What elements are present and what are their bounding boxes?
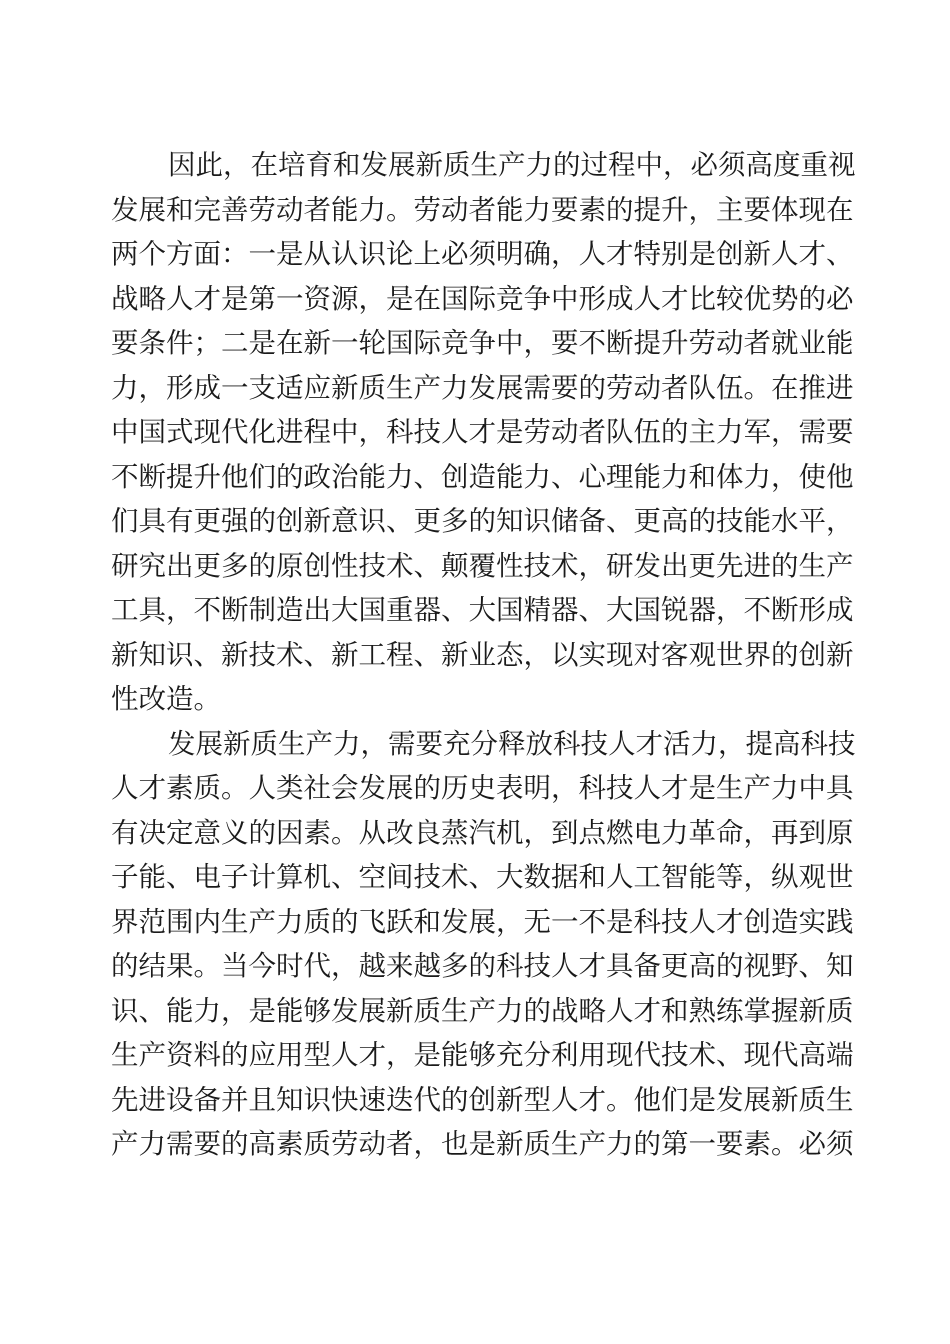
text-line: 生产资料的应用型人才，是能够充分利用现代技术、现代高端 xyxy=(111,1039,854,1071)
text-line: 中国式现代化进程中，科技人才是劳动者队伍的主力军，需要 xyxy=(111,416,854,448)
text-line: 不断提升他们的政治能力、创造能力、心理能力和体力，使他 xyxy=(111,460,854,493)
text-line: 发展新质生产力，需要充分释放科技人才活力，提高科技 xyxy=(168,727,856,760)
paragraph-1 xyxy=(111,143,856,722)
text-line: 研究出更多的原创性技术、颠覆性技术，研发出更先进的生产 xyxy=(111,549,854,582)
text-line: 性改造。 xyxy=(111,683,221,715)
text-line: 有决定意义的因素。从改良蒸汽机，到点燃电力革命，再到原 xyxy=(111,816,854,849)
text-line: 两个方面：一是从认识论上必须明确，人才特别是创新人才、 xyxy=(111,238,854,270)
text-line: 的结果。当今时代，越来越多的科技人才具备更高的视野、知 xyxy=(111,950,854,982)
text-line: 战略人才是第一资源，是在国际竞争中形成人才比较优势的必 xyxy=(111,282,854,315)
text-line: 要条件；二是在新一轮国际竞争中，要不断提升劳动者就业能 xyxy=(111,327,854,359)
text-line: 识、能力，是能够发展新质生产力的战略人才和熟练掌握新质 xyxy=(111,994,854,1027)
text-line: 力，形成一支适应新质生产力发展需要的劳动者队伍。在推进 xyxy=(111,371,854,404)
text-line: 界范围内生产力质的飞跃和发展，无一不是科技人才创造实践 xyxy=(111,905,854,938)
document-page xyxy=(111,143,856,1167)
paragraph-2 xyxy=(111,722,856,1167)
text-line: 们具有更强的创新意识、更多的知识储备、更高的技能水平， xyxy=(111,505,854,537)
text-line: 新知识、新技术、新工程、新业态，以实现对客观世界的创新 xyxy=(111,638,854,671)
text-line: 先进设备并且知识快速迭代的创新型人才。他们是发展新质生 xyxy=(111,1083,854,1116)
text-line: 发展和完善劳动者能力。劳动者能力要素的提升，主要体现在 xyxy=(111,193,854,226)
text-line: 子能、电子计算机、空间技术、大数据和人工智能等，纵观世 xyxy=(111,861,854,893)
text-line: 因此，在培育和发展新质生产力的过程中，必须高度重视 xyxy=(168,149,856,181)
text-line: 产力需要的高素质劳动者，也是新质生产力的第一要素。必须 xyxy=(111,1128,854,1160)
text-line: 人才素质。人类社会发展的历史表明，科技人才是生产力中具 xyxy=(111,772,854,804)
text-line: 工具，不断制造出大国重器、大国精器、大国锐器，不断形成 xyxy=(111,594,854,626)
